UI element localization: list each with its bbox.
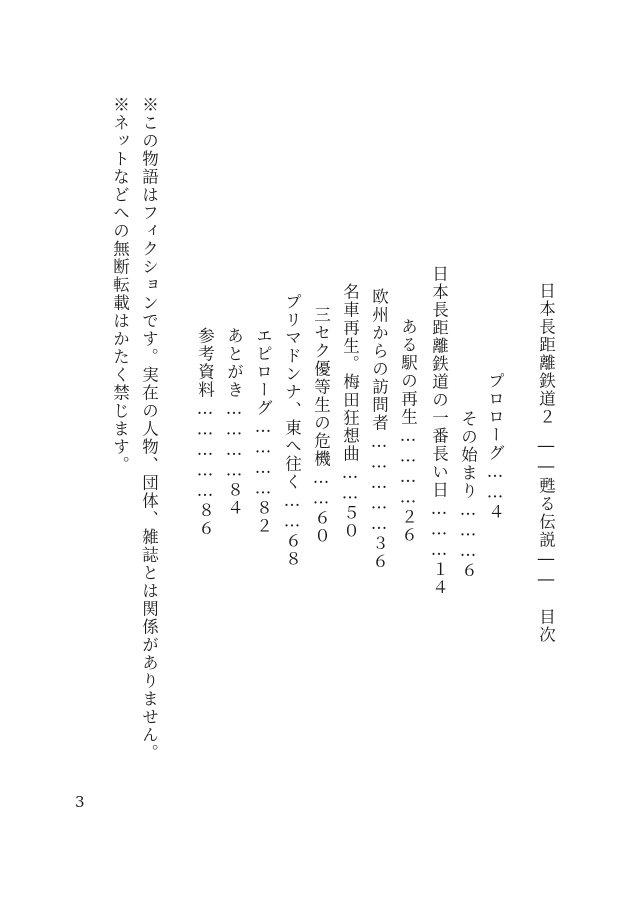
toc-entry-page: ２６	[398, 508, 418, 544]
toc-entry-dots: …………	[224, 399, 244, 481]
toc-entry[interactable]	[196, 327, 213, 538]
toc-entry[interactable]	[312, 306, 329, 545]
toc-entry-title: あとがき	[224, 327, 244, 399]
toc-entry-dots: ……	[282, 491, 302, 532]
toc-entry-title: 三セク優等生の危機	[311, 306, 331, 468]
page-number: 3	[75, 793, 85, 811]
toc-entry-page: ５０	[340, 504, 360, 540]
toc-entry-title: 日本長距離鉄道の一番長い日	[429, 265, 449, 499]
toc-entry-title: その始まり	[458, 410, 478, 500]
book-title-line	[537, 282, 554, 644]
toc-entry-title: プリマドンナ、東へ往く	[282, 293, 302, 491]
toc-entry[interactable]	[430, 265, 447, 597]
toc-entry-page: ８６	[195, 501, 215, 538]
toc-entry[interactable]	[225, 327, 242, 517]
toc-entry-page: ８２	[253, 499, 273, 535]
toc-entry-dots: ……………	[195, 399, 215, 502]
toc-entry-page: １４	[429, 560, 449, 597]
toc-entry-dots: …………	[398, 426, 418, 508]
toc-entry[interactable]	[254, 327, 271, 535]
toc-entry-page: ６	[458, 561, 478, 580]
note-fiction: ※この物語はフィクションです。実在の人物、団体、雑誌とは関係がありません。	[139, 96, 159, 762]
toc-entry-title: プロローグ	[485, 372, 505, 462]
toc-label: 目次	[536, 608, 556, 644]
toc-entry[interactable]	[486, 372, 503, 521]
toc-entry-title: 欧州からの訪問者	[369, 288, 389, 432]
subtitle: ――甦る伝説――	[536, 436, 556, 590]
toc-entry[interactable]	[341, 283, 358, 540]
toc-entry-dots: ……	[311, 468, 331, 509]
book-title: 日本長距離鉄道２	[536, 282, 556, 426]
toc-entry-page: ３６	[369, 534, 389, 571]
toc-entry-dots: ……	[340, 463, 360, 504]
toc-entry[interactable]	[399, 318, 416, 544]
toc-entry-title: ある駅の再生	[398, 318, 418, 426]
note-copyright: ※ネットなどへの無断転載はかたく禁じます。	[110, 96, 130, 474]
toc-entry-title: 名車再生。梅田狂想曲	[340, 283, 360, 463]
toc-entry-dots: …………	[253, 417, 273, 499]
toc-entry[interactable]	[370, 288, 387, 571]
toc-entry-title: 参考資料	[195, 327, 215, 399]
toc-entry-page: ８４	[224, 481, 244, 517]
toc-entry[interactable]	[283, 293, 300, 568]
toc-entry-dots: ………	[429, 499, 449, 561]
toc-entry-page: ６８	[282, 532, 302, 568]
toc-entry-dots: ………	[458, 500, 478, 562]
toc-entry-dots: ……………	[369, 432, 389, 535]
toc-entry-page: ４	[485, 503, 505, 521]
toc-entry[interactable]	[459, 410, 476, 580]
toc-entry-title: エピローグ	[253, 327, 273, 417]
toc-entry-page: ６０	[311, 509, 331, 545]
toc-entry-dots: ……	[485, 462, 505, 503]
